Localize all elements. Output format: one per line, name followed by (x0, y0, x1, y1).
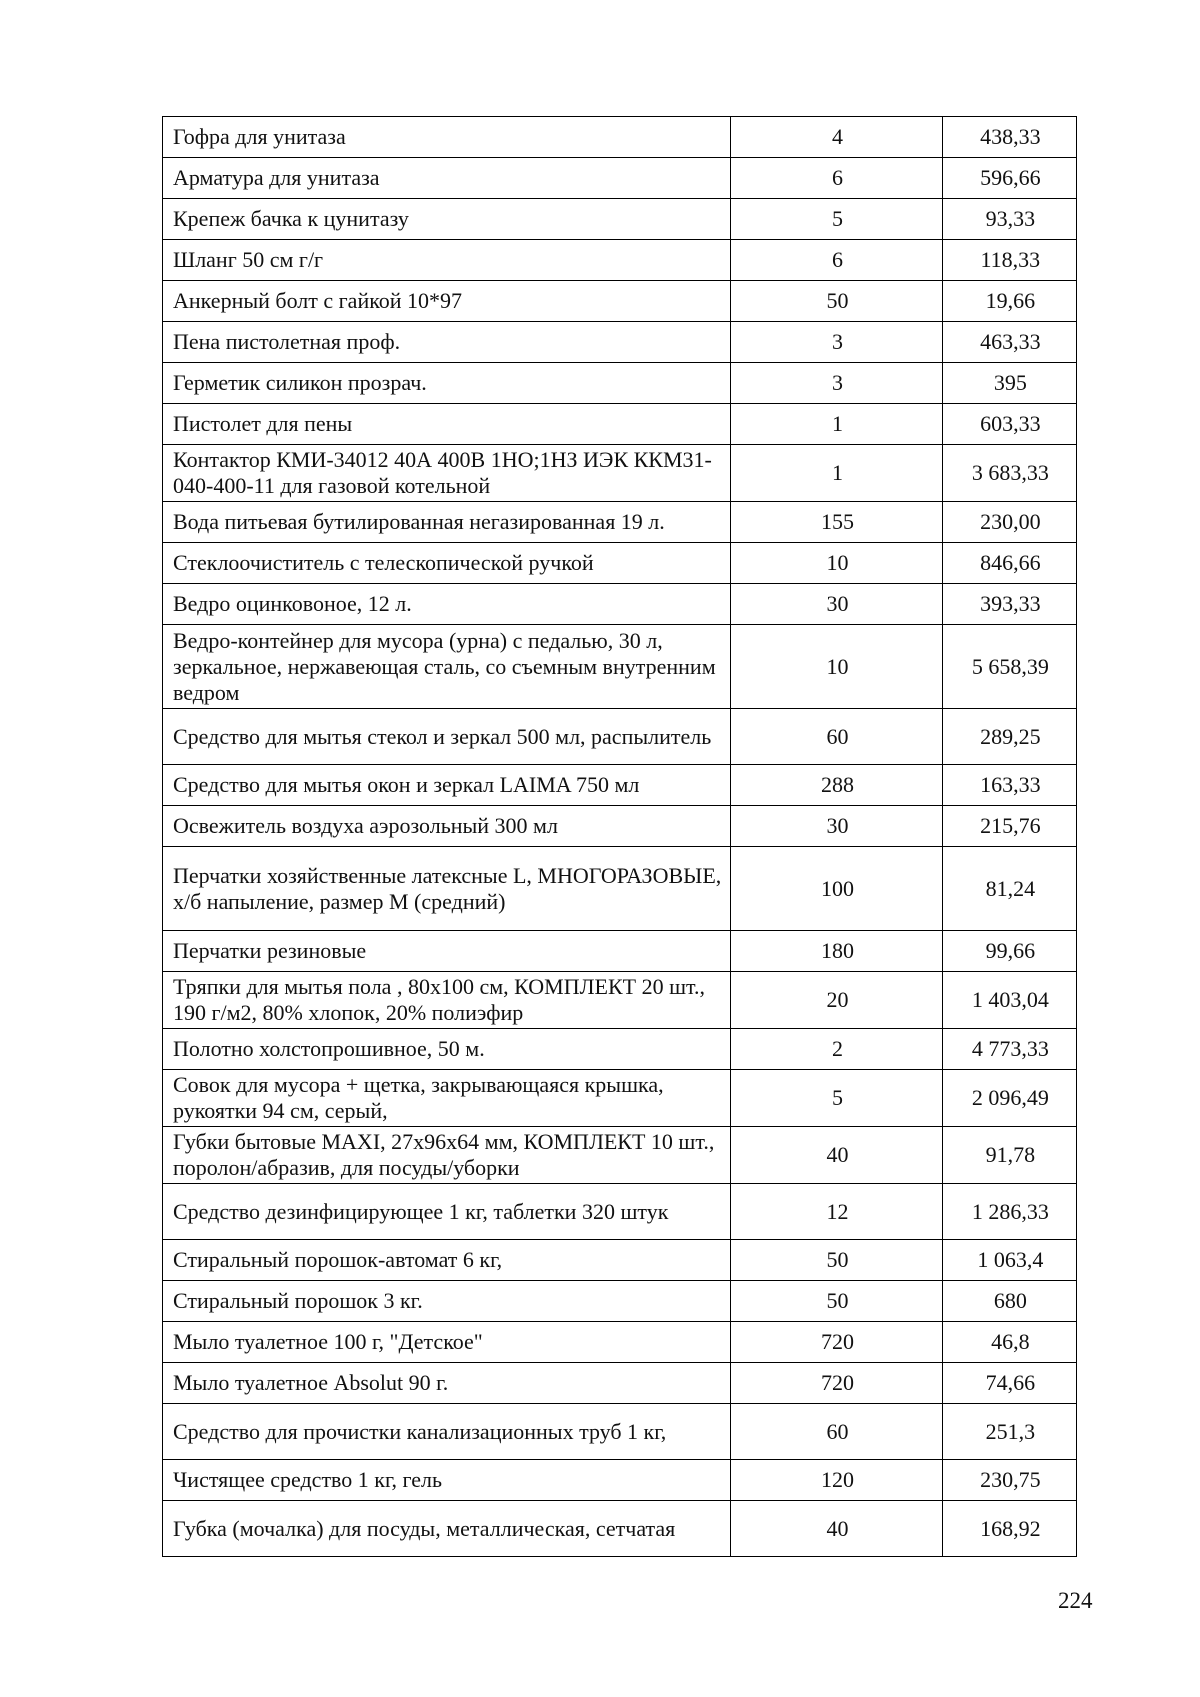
item-name-cell: Губки бытовые MAXI, 27х96х64 мм, КОМПЛЕКТ 10 шт., поролон/абразив, для посуды/уборки (163, 1127, 731, 1184)
price-cell: 463,33 (942, 322, 1076, 363)
price-cell: 230,00 (942, 502, 1076, 543)
item-name-cell: Чистящее средство 1 кг, гель (163, 1460, 731, 1501)
price-cell: 393,33 (942, 584, 1076, 625)
item-name-cell: Ведро-контейнер для мусора (урна) с педалью, 30 л, зеркальное, нержавеющая сталь, со съемным внутренним ведром (163, 625, 731, 709)
table-row (163, 931, 1077, 972)
item-name-cell: Мыло туалетное 100 г, "Детское" (163, 1322, 731, 1363)
item-name-cell: Тряпки для мытья пола , 80х100 см, КОМПЛЕКТ 20 шт., 190 г/м2, 80% хлопок, 20% полиэфир (163, 972, 731, 1029)
table-row (163, 404, 1077, 445)
quantity-cell: 30 (731, 584, 942, 625)
table-row (163, 1363, 1077, 1404)
price-cell: 438,33 (942, 117, 1076, 158)
quantity-cell: 40 (731, 1127, 942, 1184)
quantity-cell: 4 (731, 117, 942, 158)
price-cell: 168,92 (942, 1501, 1076, 1557)
price-cell: 19,66 (942, 281, 1076, 322)
quantity-cell: 10 (731, 543, 942, 584)
item-name-cell: Средство дезинфицирующее 1 кг, таблетки 320 штук (163, 1184, 731, 1240)
item-name-cell: Перчатки хозяйственные латексные L, МНОГОРАЗОВЫЕ, х/б напыление, размер M (средний) (163, 847, 731, 931)
table-row (163, 806, 1077, 847)
quantity-cell: 60 (731, 1404, 942, 1460)
table-row (163, 281, 1077, 322)
table-row (163, 543, 1077, 584)
table-row (163, 625, 1077, 709)
item-name-cell: Стиральный порошок 3 кг. (163, 1281, 731, 1322)
table-row (163, 847, 1077, 931)
table-row (163, 1127, 1077, 1184)
item-name-cell: Совок для мусора + щетка, закрывающаяся крышка, рукоятки 94 см, серый, (163, 1070, 731, 1127)
price-cell: 3 683,33 (942, 445, 1076, 502)
table-row (163, 1070, 1077, 1127)
price-cell: 251,3 (942, 1404, 1076, 1460)
table-row (163, 709, 1077, 765)
item-name-cell: Стиральный порошок-автомат 6 кг, (163, 1240, 731, 1281)
price-cell: 4 773,33 (942, 1029, 1076, 1070)
table-row (163, 363, 1077, 404)
table-row (163, 445, 1077, 502)
quantity-cell: 288 (731, 765, 942, 806)
quantity-cell: 50 (731, 281, 942, 322)
item-name-cell: Гофра для унитаза (163, 117, 731, 158)
quantity-cell: 1 (731, 445, 942, 502)
item-name-cell: Освежитель воздуха аэрозольный 300 мл (163, 806, 731, 847)
page-number: 224 (1058, 1588, 1093, 1613)
item-name-cell: Крепеж бачка к цунитазу (163, 199, 731, 240)
quantity-cell: 60 (731, 709, 942, 765)
price-cell: 46,8 (942, 1322, 1076, 1363)
item-name-cell: Ведро оцинковоное, 12 л. (163, 584, 731, 625)
quantity-cell: 100 (731, 847, 942, 931)
quantity-cell: 2 (731, 1029, 942, 1070)
price-cell: 230,75 (942, 1460, 1076, 1501)
item-name-cell: Полотно холстопрошивное, 50 м. (163, 1029, 731, 1070)
item-name-cell: Средство для мытья стекол и зеркал 500 мл, распылитель (163, 709, 731, 765)
table-row (163, 322, 1077, 363)
item-name-cell: Перчатки резиновые (163, 931, 731, 972)
price-cell: 215,76 (942, 806, 1076, 847)
price-cell: 118,33 (942, 240, 1076, 281)
item-name-cell: Стеклоочиститель с телескопической ручкой (163, 543, 731, 584)
quantity-cell: 30 (731, 806, 942, 847)
item-name-cell: Пистолет для пены (163, 404, 731, 445)
table-row (163, 1460, 1077, 1501)
quantity-cell: 10 (731, 625, 942, 709)
table-row (163, 1322, 1077, 1363)
items-table-body (163, 117, 1077, 1557)
table-row (163, 1240, 1077, 1281)
table-row (163, 158, 1077, 199)
table-row (163, 1501, 1077, 1557)
item-name-cell: Арматура для унитаза (163, 158, 731, 199)
price-cell: 596,66 (942, 158, 1076, 199)
price-cell: 1 063,4 (942, 1240, 1076, 1281)
quantity-cell: 1 (731, 404, 942, 445)
item-name-cell: Анкерный болт с гайкой 10*97 (163, 281, 731, 322)
table-row (163, 972, 1077, 1029)
item-name-cell: Вода питьевая бутилированная негазированная 19 л. (163, 502, 731, 543)
quantity-cell: 20 (731, 972, 942, 1029)
item-name-cell: Средство для прочистки канализационных труб 1 кг, (163, 1404, 731, 1460)
item-name-cell: Пена пистолетная проф. (163, 322, 731, 363)
quantity-cell: 12 (731, 1184, 942, 1240)
table-row (163, 1029, 1077, 1070)
item-name-cell: Мыло туалетное Absolut 90 г. (163, 1363, 731, 1404)
quantity-cell: 5 (731, 1070, 942, 1127)
quantity-cell: 50 (731, 1240, 942, 1281)
price-cell: 163,33 (942, 765, 1076, 806)
price-cell: 603,33 (942, 404, 1076, 445)
price-cell: 74,66 (942, 1363, 1076, 1404)
price-cell: 99,66 (942, 931, 1076, 972)
quantity-cell: 6 (731, 240, 942, 281)
quantity-cell: 5 (731, 199, 942, 240)
price-cell: 680 (942, 1281, 1076, 1322)
quantity-cell: 720 (731, 1322, 942, 1363)
quantity-cell: 6 (731, 158, 942, 199)
item-name-cell: Герметик силикон прозрач. (163, 363, 731, 404)
table-row (163, 765, 1077, 806)
price-cell: 81,24 (942, 847, 1076, 931)
price-cell: 93,33 (942, 199, 1076, 240)
quantity-cell: 720 (731, 1363, 942, 1404)
price-cell: 395 (942, 363, 1076, 404)
quantity-cell: 40 (731, 1501, 942, 1557)
quantity-cell: 50 (731, 1281, 942, 1322)
table-row (163, 117, 1077, 158)
item-name-cell: Шланг 50 см г/г (163, 240, 731, 281)
quantity-cell: 120 (731, 1460, 942, 1501)
table-row (163, 1184, 1077, 1240)
table-row (163, 1404, 1077, 1460)
quantity-cell: 180 (731, 931, 942, 972)
table-row (163, 1281, 1077, 1322)
price-cell: 289,25 (942, 709, 1076, 765)
quantity-cell: 3 (731, 363, 942, 404)
price-cell: 2 096,49 (942, 1070, 1076, 1127)
quantity-cell: 3 (731, 322, 942, 363)
table-row (163, 502, 1077, 543)
item-name-cell: Средство для мытья окон и зеркал LAIMA 750 мл (163, 765, 731, 806)
price-cell: 846,66 (942, 543, 1076, 584)
item-name-cell: Контактор КМИ-34012 40А 400В 1НО;1НЗ ИЭК ККМ31-040-400-11 для газовой котельной (163, 445, 731, 502)
quantity-cell: 155 (731, 502, 942, 543)
price-cell: 91,78 (942, 1127, 1076, 1184)
item-name-cell: Губка (мочалка) для посуды, металлическая, сетчатая (163, 1501, 731, 1557)
table-row (163, 199, 1077, 240)
price-cell: 5 658,39 (942, 625, 1076, 709)
table-row (163, 240, 1077, 281)
price-cell: 1 403,04 (942, 972, 1076, 1029)
price-cell: 1 286,33 (942, 1184, 1076, 1240)
table-row (163, 584, 1077, 625)
items-table (162, 116, 1077, 1557)
